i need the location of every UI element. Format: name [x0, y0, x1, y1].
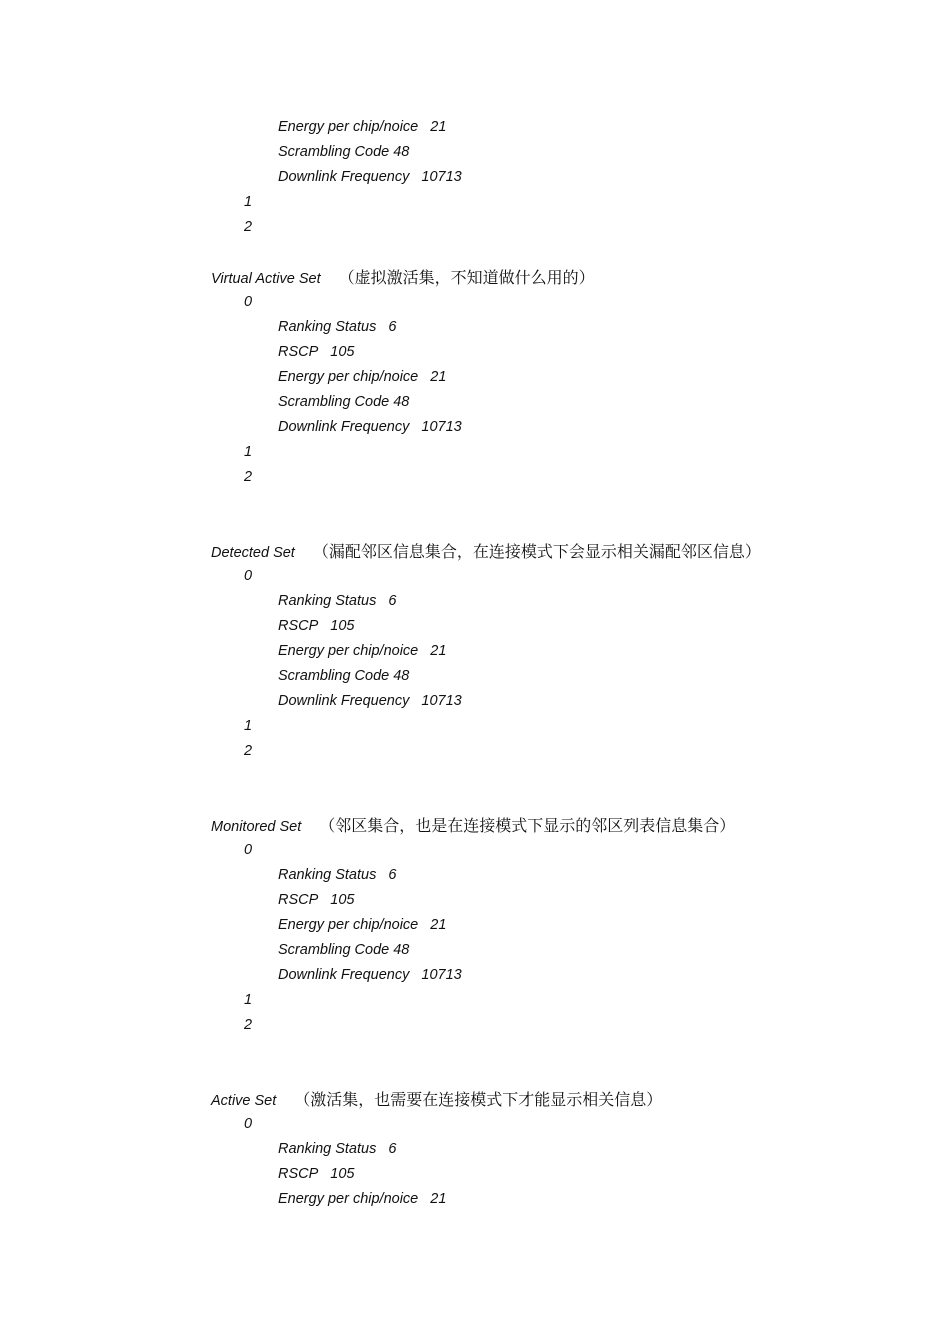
list-item: 1	[244, 194, 253, 210]
field-label: Ranking Status	[278, 1141, 377, 1157]
field-value: 21	[430, 1191, 447, 1207]
field-value: 21	[430, 369, 447, 385]
field-row	[278, 614, 355, 639]
field-label: Downlink Frequency	[278, 169, 410, 185]
field-value: 10713	[421, 419, 462, 435]
field-label: Scrambling Code	[278, 144, 390, 160]
field-value: 10713	[421, 693, 462, 709]
field-row	[278, 165, 462, 190]
field-value: 21	[430, 119, 447, 135]
section-note: （邻区集合，也是在连接模式下显示的邻区列表信息集合）	[319, 816, 736, 835]
field-label: Energy per chip/noice	[278, 643, 419, 659]
field-label: Scrambling Code	[278, 668, 390, 684]
field-value: 6	[388, 593, 397, 609]
field-value: 6	[388, 319, 397, 335]
field-row	[278, 1187, 446, 1212]
field-value: 105	[330, 1166, 355, 1182]
list-item: 2	[244, 469, 253, 485]
field-value: 105	[330, 344, 355, 360]
field-value: 21	[430, 643, 447, 659]
field-label: RSCP	[278, 618, 319, 634]
list-item: 1	[244, 718, 253, 734]
list-item: 2	[244, 743, 253, 759]
section-note: （漏配邻区信息集合，在连接模式下会显示相关漏配邻区信息）	[312, 542, 761, 561]
field-value: 105	[330, 892, 355, 908]
field-label: Scrambling Code	[278, 394, 390, 410]
field-row	[278, 340, 355, 365]
section-title: Monitored Set	[211, 819, 302, 835]
field-label: Energy per chip/noice	[278, 1191, 419, 1207]
field-value: 21	[430, 917, 447, 933]
list-item: 1	[244, 992, 253, 1008]
section-heading	[211, 813, 735, 838]
field-row	[278, 1162, 355, 1187]
field-row	[278, 863, 396, 888]
field-value: 48	[393, 144, 410, 160]
field-row	[278, 315, 396, 340]
field-row	[278, 140, 409, 165]
field-row	[278, 689, 462, 714]
list-item: 2	[244, 1017, 253, 1033]
entry-index: 0	[244, 1116, 253, 1132]
field-label: Energy per chip/noice	[278, 369, 419, 385]
field-value: 48	[393, 942, 410, 958]
section-heading	[211, 539, 761, 564]
field-value: 10713	[421, 967, 462, 983]
section-title: Virtual Active Set	[211, 271, 321, 287]
field-label: Ranking Status	[278, 867, 377, 883]
field-label: RSCP	[278, 892, 319, 908]
section-heading	[211, 1087, 662, 1112]
field-row	[278, 963, 462, 988]
entry-index: 0	[244, 568, 253, 584]
field-row	[278, 639, 446, 664]
section-title: Active Set	[211, 1093, 277, 1109]
field-row	[278, 888, 355, 913]
field-label: RSCP	[278, 344, 319, 360]
field-row	[278, 913, 446, 938]
field-row	[278, 938, 409, 963]
field-row	[278, 1137, 396, 1162]
section-note: （虚拟激活集，不知道做什么用的）	[338, 268, 595, 287]
field-label: Energy per chip/noice	[278, 119, 419, 135]
field-value: 6	[388, 1141, 397, 1157]
field-label: Scrambling Code	[278, 942, 390, 958]
field-row	[278, 415, 462, 440]
section-heading	[211, 265, 595, 290]
field-value: 6	[388, 867, 397, 883]
section-note: （激活集，也需要在连接模式下才能显示相关信息）	[294, 1090, 663, 1109]
field-row	[278, 664, 409, 689]
section-title: Detected Set	[211, 545, 295, 561]
entry-index: 0	[244, 842, 253, 858]
field-label: Downlink Frequency	[278, 967, 410, 983]
field-row	[278, 365, 446, 390]
field-row	[278, 589, 396, 614]
list-item: 2	[244, 219, 253, 235]
field-value: 105	[330, 618, 355, 634]
entry-index: 0	[244, 294, 253, 310]
field-value: 48	[393, 668, 410, 684]
field-label: Ranking Status	[278, 593, 377, 609]
field-label: Downlink Frequency	[278, 693, 410, 709]
field-row	[278, 390, 409, 415]
field-value: 10713	[421, 169, 462, 185]
field-label: Ranking Status	[278, 319, 377, 335]
field-label: Downlink Frequency	[278, 419, 410, 435]
field-row	[278, 115, 446, 140]
field-value: 48	[393, 394, 410, 410]
field-label: Energy per chip/noice	[278, 917, 419, 933]
list-item: 1	[244, 444, 253, 460]
field-label: RSCP	[278, 1166, 319, 1182]
